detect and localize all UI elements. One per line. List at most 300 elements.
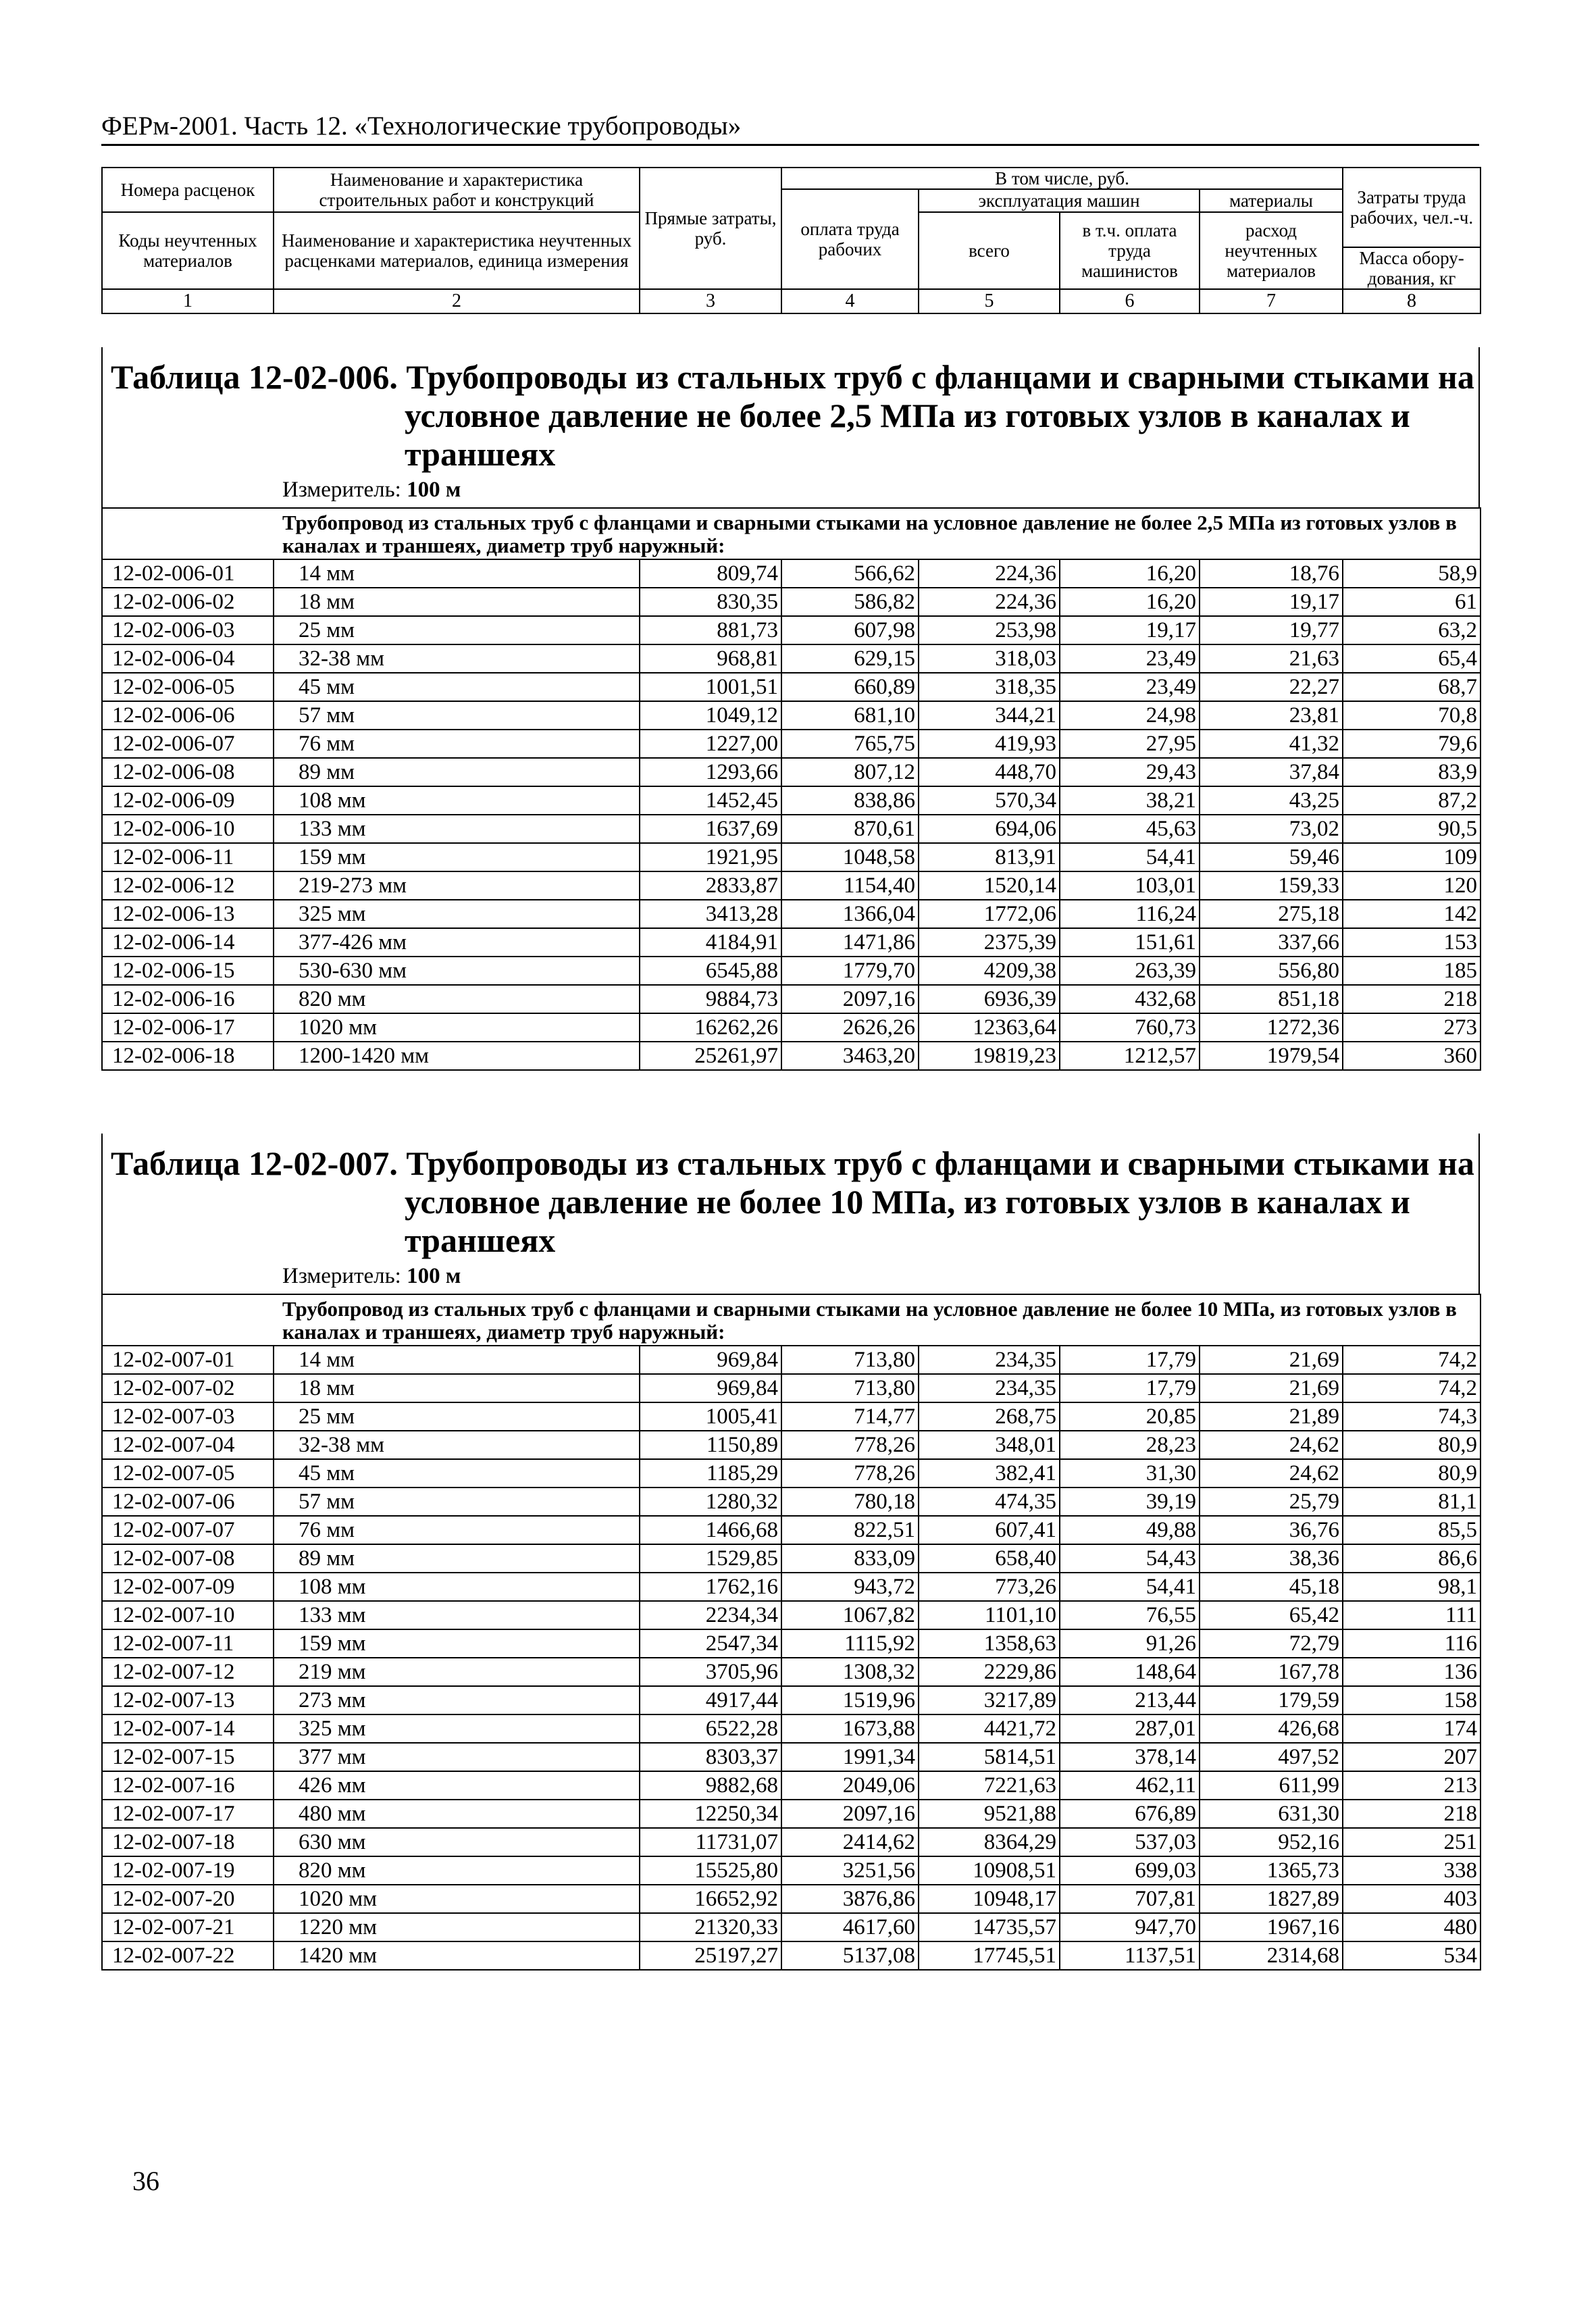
machines-total-cell: 2229,86 [919, 1658, 1060, 1686]
labor-hours-cell: 111 [1343, 1601, 1481, 1629]
direct-costs-cell: 9882,68 [640, 1771, 781, 1800]
materials-cell: 65,42 [1200, 1601, 1343, 1629]
machines-total-cell: 8364,29 [919, 1828, 1060, 1856]
labor-hours-cell: 98,1 [1343, 1573, 1481, 1601]
rate-code-cell: 12-02-007-02 [102, 1374, 274, 1402]
materials-cell: 1979,54 [1200, 1042, 1343, 1070]
table-row [102, 616, 1481, 644]
machines-total-cell: 224,36 [919, 559, 1060, 588]
machines-labor-cell: 16,20 [1060, 559, 1200, 588]
labor-pay-cell: 822,51 [781, 1516, 919, 1544]
direct-costs-cell: 12250,34 [640, 1800, 781, 1828]
direct-costs-cell: 1466,68 [640, 1516, 781, 1544]
materials-cell: 36,76 [1200, 1516, 1343, 1544]
pipe-diameter-cell: 159 мм [274, 1629, 640, 1658]
table-007-data [101, 1294, 1481, 1971]
labor-hours-cell: 218 [1343, 1800, 1481, 1828]
direct-costs-cell: 21320,33 [640, 1913, 781, 1941]
labor-pay-cell: 778,26 [781, 1459, 919, 1488]
rate-code-cell: 12-02-007-10 [102, 1601, 274, 1629]
machines-labor-cell: 24,98 [1060, 701, 1200, 730]
labor-pay-cell: 660,89 [781, 673, 919, 701]
materials-cell: 24,62 [1200, 1459, 1343, 1488]
col-number: 3 [640, 289, 781, 313]
materials-cell: 426,68 [1200, 1714, 1343, 1743]
rate-code-cell: 12-02-007-13 [102, 1686, 274, 1714]
labor-pay-cell: 1115,92 [781, 1629, 919, 1658]
table-row [102, 559, 1481, 588]
materials-cell: 24,62 [1200, 1431, 1343, 1459]
direct-costs-cell: 11731,07 [640, 1828, 781, 1856]
pipe-diameter-cell: 1200-1420 мм [274, 1042, 640, 1070]
labor-hours-cell: 116 [1343, 1629, 1481, 1658]
machines-total-cell: 4421,72 [919, 1714, 1060, 1743]
rate-code-cell: 12-02-006-13 [102, 900, 274, 928]
table-row [102, 1800, 1481, 1828]
machines-total-cell: 17745,51 [919, 1941, 1060, 1970]
rate-code-cell: 12-02-006-01 [102, 559, 274, 588]
pipe-diameter-cell: 108 мм [274, 786, 640, 815]
pipe-diameter-cell: 820 мм [274, 1856, 640, 1885]
direct-costs-cell: 809,74 [640, 559, 781, 588]
labor-pay-cell: 1366,04 [781, 900, 919, 928]
materials-cell: 851,18 [1200, 985, 1343, 1013]
labor-hours-cell: 213 [1343, 1771, 1481, 1800]
materials-cell: 611,99 [1200, 1771, 1343, 1800]
table-row [102, 1013, 1481, 1042]
table-row [102, 758, 1481, 786]
materials-cell: 21,69 [1200, 1374, 1343, 1402]
table-006-group-caption: Трубопровод из стальных труб с фланцами и сварными стыками на условное давление не более 2,5 МПа из готовых узлов в каналах и траншеях, диаметр труб наружный: [102, 508, 1481, 559]
direct-costs-cell: 969,84 [640, 1346, 781, 1374]
direct-costs-cell: 1185,29 [640, 1459, 781, 1488]
table-row [102, 1941, 1481, 1970]
machines-total-cell: 318,35 [919, 673, 1060, 701]
materials-cell: 37,84 [1200, 758, 1343, 786]
direct-costs-cell: 4184,91 [640, 928, 781, 957]
pipe-diameter-cell: 14 мм [274, 1346, 640, 1374]
direct-costs-cell: 25197,27 [640, 1941, 781, 1970]
machines-total-cell: 19819,23 [919, 1042, 1060, 1070]
col-number: 5 [919, 289, 1060, 313]
col-number: 8 [1343, 289, 1481, 313]
labor-pay-cell: 870,61 [781, 815, 919, 843]
labor-hours-cell: 80,9 [1343, 1431, 1481, 1459]
table-row [102, 1658, 1481, 1686]
direct-costs-cell: 1001,51 [640, 673, 781, 701]
labor-hours-cell: 68,7 [1343, 673, 1481, 701]
rate-code-cell: 12-02-006-16 [102, 985, 274, 1013]
machines-labor-cell: 39,19 [1060, 1488, 1200, 1516]
rate-code-cell: 12-02-007-06 [102, 1488, 274, 1516]
header-direct-costs: Прямые затраты, руб. [640, 168, 781, 289]
table-row [102, 588, 1481, 616]
machines-total-cell: 813,91 [919, 843, 1060, 871]
machines-labor-cell: 699,03 [1060, 1856, 1200, 1885]
machines-labor-cell: 38,21 [1060, 786, 1200, 815]
table-row [102, 1516, 1481, 1544]
table-row [102, 1913, 1481, 1941]
machines-total-cell: 14735,57 [919, 1913, 1060, 1941]
labor-pay-cell: 3251,56 [781, 1856, 919, 1885]
table-row [102, 701, 1481, 730]
table-row [102, 1573, 1481, 1601]
machines-total-cell: 318,03 [919, 644, 1060, 673]
direct-costs-cell: 16652,92 [640, 1885, 781, 1913]
direct-costs-cell: 1293,66 [640, 758, 781, 786]
machines-total-cell: 268,75 [919, 1402, 1060, 1431]
header-codes-unaccounted: Коды неучтенных материалов [102, 212, 274, 289]
rate-code-cell: 12-02-007-20 [102, 1885, 274, 1913]
pipe-diameter-cell: 1020 мм [274, 1885, 640, 1913]
machines-labor-cell: 378,14 [1060, 1743, 1200, 1771]
materials-cell: 59,46 [1200, 843, 1343, 871]
labor-pay-cell: 780,18 [781, 1488, 919, 1516]
materials-cell: 497,52 [1200, 1743, 1343, 1771]
rate-code-cell: 12-02-007-03 [102, 1402, 274, 1431]
direct-costs-cell: 6522,28 [640, 1714, 781, 1743]
labor-hours-cell: 480 [1343, 1913, 1481, 1941]
pipe-diameter-cell: 25 мм [274, 1402, 640, 1431]
pipe-diameter-cell: 1420 мм [274, 1941, 640, 1970]
machines-total-cell: 6936,39 [919, 985, 1060, 1013]
table-row [102, 1828, 1481, 1856]
pipe-diameter-cell: 32-38 мм [274, 644, 640, 673]
direct-costs-cell: 3413,28 [640, 900, 781, 928]
labor-pay-cell: 1519,96 [781, 1686, 919, 1714]
pipe-diameter-cell: 630 мм [274, 1828, 640, 1856]
machines-total-cell: 3217,89 [919, 1686, 1060, 1714]
pipe-diameter-cell: 1020 мм [274, 1013, 640, 1042]
labor-pay-cell: 833,09 [781, 1544, 919, 1573]
materials-cell: 952,16 [1200, 1828, 1343, 1856]
rate-code-cell: 12-02-006-07 [102, 730, 274, 758]
direct-costs-cell: 1227,00 [640, 730, 781, 758]
machines-labor-cell: 19,17 [1060, 616, 1200, 644]
machines-labor-cell: 76,55 [1060, 1601, 1200, 1629]
materials-cell: 19,77 [1200, 616, 1343, 644]
machines-labor-cell: 91,26 [1060, 1629, 1200, 1658]
table-row [102, 1402, 1481, 1431]
materials-cell: 556,80 [1200, 957, 1343, 985]
machines-total-cell: 694,06 [919, 815, 1060, 843]
col-number: 4 [781, 289, 919, 313]
direct-costs-cell: 881,73 [640, 616, 781, 644]
table-row [102, 1374, 1481, 1402]
machines-total-cell: 224,36 [919, 588, 1060, 616]
labor-pay-cell: 1471,86 [781, 928, 919, 957]
table-006-data [101, 507, 1481, 1071]
machines-total-cell: 419,93 [919, 730, 1060, 758]
header-equipment-mass: Масса обору-дования, кг [1343, 247, 1481, 289]
table-007-section [101, 1134, 1480, 1971]
pipe-diameter-cell: 530-630 мм [274, 957, 640, 985]
table-row [102, 1885, 1481, 1913]
materials-cell: 337,66 [1200, 928, 1343, 957]
materials-cell: 21,69 [1200, 1346, 1343, 1374]
direct-costs-cell: 16262,26 [640, 1013, 781, 1042]
table-007-group-caption: Трубопровод из стальных труб с фланцами и сварными стыками на условное давление не более 10 МПа, из готовых узлов в каналах и траншеях, диаметр труб наружный: [102, 1294, 1481, 1346]
machines-total-cell: 448,70 [919, 758, 1060, 786]
machines-labor-cell: 23,49 [1060, 673, 1200, 701]
pipe-diameter-cell: 89 мм [274, 1544, 640, 1573]
rate-code-cell: 12-02-006-17 [102, 1013, 274, 1042]
machines-labor-cell: 29,43 [1060, 758, 1200, 786]
machines-labor-cell: 148,64 [1060, 1658, 1200, 1686]
labor-pay-cell: 1048,58 [781, 843, 919, 871]
rate-code-cell: 12-02-007-05 [102, 1459, 274, 1488]
labor-hours-cell: 158 [1343, 1686, 1481, 1714]
pipe-diameter-cell: 108 мм [274, 1573, 640, 1601]
labor-hours-cell: 403 [1343, 1885, 1481, 1913]
machines-total-cell: 234,35 [919, 1346, 1060, 1374]
table-006-title [103, 347, 1478, 474]
header-name-unaccounted: Наименование и характеристика неучтенных расценками материалов, единица измерения [274, 212, 640, 289]
rate-code-cell: 12-02-007-04 [102, 1431, 274, 1459]
table-row [102, 1771, 1481, 1800]
labor-pay-cell: 1991,34 [781, 1743, 919, 1771]
labor-hours-cell: 338 [1343, 1856, 1481, 1885]
machines-total-cell: 344,21 [919, 701, 1060, 730]
materials-cell: 23,81 [1200, 701, 1343, 730]
rate-code-cell: 12-02-007-16 [102, 1771, 274, 1800]
materials-cell: 1272,36 [1200, 1013, 1343, 1042]
table-row [102, 871, 1481, 900]
pipe-diameter-cell: 159 мм [274, 843, 640, 871]
rate-code-cell: 12-02-007-19 [102, 1856, 274, 1885]
labor-hours-cell: 80,9 [1343, 1459, 1481, 1488]
pipe-diameter-cell: 25 мм [274, 616, 640, 644]
table-006-title-line3: траншеях [405, 435, 556, 473]
direct-costs-cell: 2833,87 [640, 871, 781, 900]
document-header: ФЕРм-2001. Часть 12. «Технологические трубопроводы» [101, 111, 742, 141]
header-materials-unacc: расход неучтенных материалов [1200, 212, 1343, 289]
direct-costs-cell: 1762,16 [640, 1573, 781, 1601]
meter-label: Измеритель: [282, 478, 401, 502]
table-007-title [103, 1134, 1478, 1260]
pipe-diameter-cell: 133 мм [274, 815, 640, 843]
pipe-diameter-cell: 14 мм [274, 559, 640, 588]
table-row [102, 1042, 1481, 1070]
rate-code-cell: 12-02-007-12 [102, 1658, 274, 1686]
labor-hours-cell: 74,2 [1343, 1374, 1481, 1402]
materials-cell: 1967,16 [1200, 1913, 1343, 1941]
pipe-diameter-cell: 32-38 мм [274, 1431, 640, 1459]
machines-labor-cell: 45,63 [1060, 815, 1200, 843]
materials-cell: 38,36 [1200, 1544, 1343, 1573]
rate-code-cell: 12-02-006-14 [102, 928, 274, 957]
machines-labor-cell: 28,23 [1060, 1431, 1200, 1459]
labor-pay-cell: 1154,40 [781, 871, 919, 900]
pipe-diameter-cell: 219-273 мм [274, 871, 640, 900]
machines-total-cell: 348,01 [919, 1431, 1060, 1459]
pipe-diameter-cell: 18 мм [274, 1374, 640, 1402]
table-row [102, 786, 1481, 815]
labor-pay-cell: 3463,20 [781, 1042, 919, 1070]
labor-pay-cell: 681,10 [781, 701, 919, 730]
table-row [102, 1629, 1481, 1658]
rate-code-cell: 12-02-006-11 [102, 843, 274, 871]
direct-costs-cell: 1150,89 [640, 1431, 781, 1459]
labor-hours-cell: 207 [1343, 1743, 1481, 1771]
rate-code-cell: 12-02-007-18 [102, 1828, 274, 1856]
labor-pay-cell: 2414,62 [781, 1828, 919, 1856]
header-labor-costs: Затраты труда рабочих, чел.-ч. [1343, 168, 1481, 247]
pipe-diameter-cell: 820 мм [274, 985, 640, 1013]
direct-costs-cell: 1005,41 [640, 1402, 781, 1431]
machines-labor-cell: 116,24 [1060, 900, 1200, 928]
direct-costs-cell: 15525,80 [640, 1856, 781, 1885]
machines-total-cell: 4209,38 [919, 957, 1060, 985]
pipe-diameter-cell: 57 мм [274, 1488, 640, 1516]
table-row [102, 1856, 1481, 1885]
materials-cell: 2314,68 [1200, 1941, 1343, 1970]
table-row [102, 1601, 1481, 1629]
table-row [102, 843, 1481, 871]
labor-hours-cell: 85,5 [1343, 1516, 1481, 1544]
machines-total-cell: 1772,06 [919, 900, 1060, 928]
labor-pay-cell: 807,12 [781, 758, 919, 786]
table-row [102, 985, 1481, 1013]
direct-costs-cell: 1529,85 [640, 1544, 781, 1573]
materials-cell: 19,17 [1200, 588, 1343, 616]
table-006-title-line2: условное давление не более 2,5 МПа из готовых узлов в каналах и [405, 397, 1410, 434]
column-header-table [101, 167, 1481, 314]
header-including: В том числе, руб. [781, 168, 1343, 189]
labor-hours-cell: 65,4 [1343, 644, 1481, 673]
materials-cell: 25,79 [1200, 1488, 1343, 1516]
rate-code-cell: 12-02-007-08 [102, 1544, 274, 1573]
machines-labor-cell: 432,68 [1060, 985, 1200, 1013]
labor-pay-cell: 1308,32 [781, 1658, 919, 1686]
labor-pay-cell: 713,80 [781, 1374, 919, 1402]
materials-cell: 73,02 [1200, 815, 1343, 843]
machines-total-cell: 12363,64 [919, 1013, 1060, 1042]
machines-labor-cell: 49,88 [1060, 1516, 1200, 1544]
machines-labor-cell: 23,49 [1060, 644, 1200, 673]
labor-hours-cell: 109 [1343, 843, 1481, 871]
machines-total-cell: 7221,63 [919, 1771, 1060, 1800]
pipe-diameter-cell: 426 мм [274, 1771, 640, 1800]
labor-hours-cell: 86,6 [1343, 1544, 1481, 1573]
labor-pay-cell: 586,82 [781, 588, 919, 616]
pipe-diameter-cell: 89 мм [274, 758, 640, 786]
direct-costs-cell: 4917,44 [640, 1686, 781, 1714]
machines-labor-cell: 947,70 [1060, 1913, 1200, 1941]
machines-labor-cell: 31,30 [1060, 1459, 1200, 1488]
machines-labor-cell: 54,43 [1060, 1544, 1200, 1573]
table-row [102, 1431, 1481, 1459]
labor-pay-cell: 778,26 [781, 1431, 919, 1459]
labor-pay-cell: 4617,60 [781, 1913, 919, 1941]
machines-total-cell: 10948,17 [919, 1885, 1060, 1913]
rate-code-cell: 12-02-007-01 [102, 1346, 274, 1374]
rate-code-cell: 12-02-006-06 [102, 701, 274, 730]
labor-pay-cell: 765,75 [781, 730, 919, 758]
labor-hours-cell: 79,6 [1343, 730, 1481, 758]
labor-hours-cell: 74,3 [1343, 1402, 1481, 1431]
meter-value: 100 м [407, 478, 461, 502]
header-name-work: Наименование и характеристика строительных работ и конструкций [274, 168, 640, 212]
header-machines-total: всего [919, 212, 1060, 289]
table-006-title-line1: Таблица 12-02-006. Трубопроводы из стальных труб с фланцами и сварными стыками на [111, 358, 1474, 396]
table-006-meter [103, 474, 1478, 507]
pipe-diameter-cell: 133 мм [274, 1601, 640, 1629]
labor-hours-cell: 83,9 [1343, 758, 1481, 786]
machines-total-cell: 1358,63 [919, 1629, 1060, 1658]
pipe-diameter-cell: 45 мм [274, 1459, 640, 1488]
labor-hours-cell: 251 [1343, 1828, 1481, 1856]
machines-total-cell: 234,35 [919, 1374, 1060, 1402]
rate-code-cell: 12-02-006-15 [102, 957, 274, 985]
labor-pay-cell: 2626,26 [781, 1013, 919, 1042]
machines-total-cell: 1520,14 [919, 871, 1060, 900]
materials-cell: 631,30 [1200, 1800, 1343, 1828]
rate-code-cell: 12-02-007-15 [102, 1743, 274, 1771]
direct-costs-cell: 8303,37 [640, 1743, 781, 1771]
machines-labor-cell: 213,44 [1060, 1686, 1200, 1714]
pipe-diameter-cell: 377 мм [274, 1743, 640, 1771]
table-row [102, 1686, 1481, 1714]
labor-pay-cell: 3876,86 [781, 1885, 919, 1913]
machines-total-cell: 607,41 [919, 1516, 1060, 1544]
materials-cell: 1827,89 [1200, 1885, 1343, 1913]
labor-hours-cell: 74,2 [1343, 1346, 1481, 1374]
machines-labor-cell: 17,79 [1060, 1374, 1200, 1402]
header-machines: эксплуатация машин [919, 189, 1200, 212]
labor-hours-cell: 81,1 [1343, 1488, 1481, 1516]
materials-cell: 21,89 [1200, 1402, 1343, 1431]
pipe-diameter-cell: 18 мм [274, 588, 640, 616]
labor-pay-cell: 2097,16 [781, 985, 919, 1013]
header-materials: материалы [1200, 189, 1343, 212]
pipe-diameter-cell: 325 мм [274, 1714, 640, 1743]
rate-code-cell: 12-02-007-09 [102, 1573, 274, 1601]
labor-hours-cell: 218 [1343, 985, 1481, 1013]
table-row [102, 815, 1481, 843]
materials-cell: 179,59 [1200, 1686, 1343, 1714]
table-row [102, 1459, 1481, 1488]
labor-pay-cell: 1779,70 [781, 957, 919, 985]
labor-hours-cell: 58,9 [1343, 559, 1481, 588]
direct-costs-cell: 1049,12 [640, 701, 781, 730]
table-row [102, 1714, 1481, 1743]
header-machines-incl: в т.ч. оплата труда машинистов [1060, 212, 1200, 289]
direct-costs-cell: 25261,97 [640, 1042, 781, 1070]
machines-total-cell: 474,35 [919, 1488, 1060, 1516]
meter-label: Измеритель: [282, 1264, 401, 1288]
machines-labor-cell: 17,79 [1060, 1346, 1200, 1374]
machines-labor-cell: 1137,51 [1060, 1941, 1200, 1970]
table-row [102, 928, 1481, 957]
machines-total-cell: 658,40 [919, 1544, 1060, 1573]
machines-labor-cell: 54,41 [1060, 1573, 1200, 1601]
machines-total-cell: 773,26 [919, 1573, 1060, 1601]
materials-cell: 159,33 [1200, 871, 1343, 900]
labor-pay-cell: 943,72 [781, 1573, 919, 1601]
materials-cell: 22,27 [1200, 673, 1343, 701]
direct-costs-cell: 1637,69 [640, 815, 781, 843]
table-row [102, 957, 1481, 985]
labor-hours-cell: 87,2 [1343, 786, 1481, 815]
labor-hours-cell: 120 [1343, 871, 1481, 900]
pipe-diameter-cell: 57 мм [274, 701, 640, 730]
machines-total-cell: 382,41 [919, 1459, 1060, 1488]
materials-cell: 18,76 [1200, 559, 1343, 588]
direct-costs-cell: 1452,45 [640, 786, 781, 815]
labor-hours-cell: 136 [1343, 1658, 1481, 1686]
rate-code-cell: 12-02-006-12 [102, 871, 274, 900]
